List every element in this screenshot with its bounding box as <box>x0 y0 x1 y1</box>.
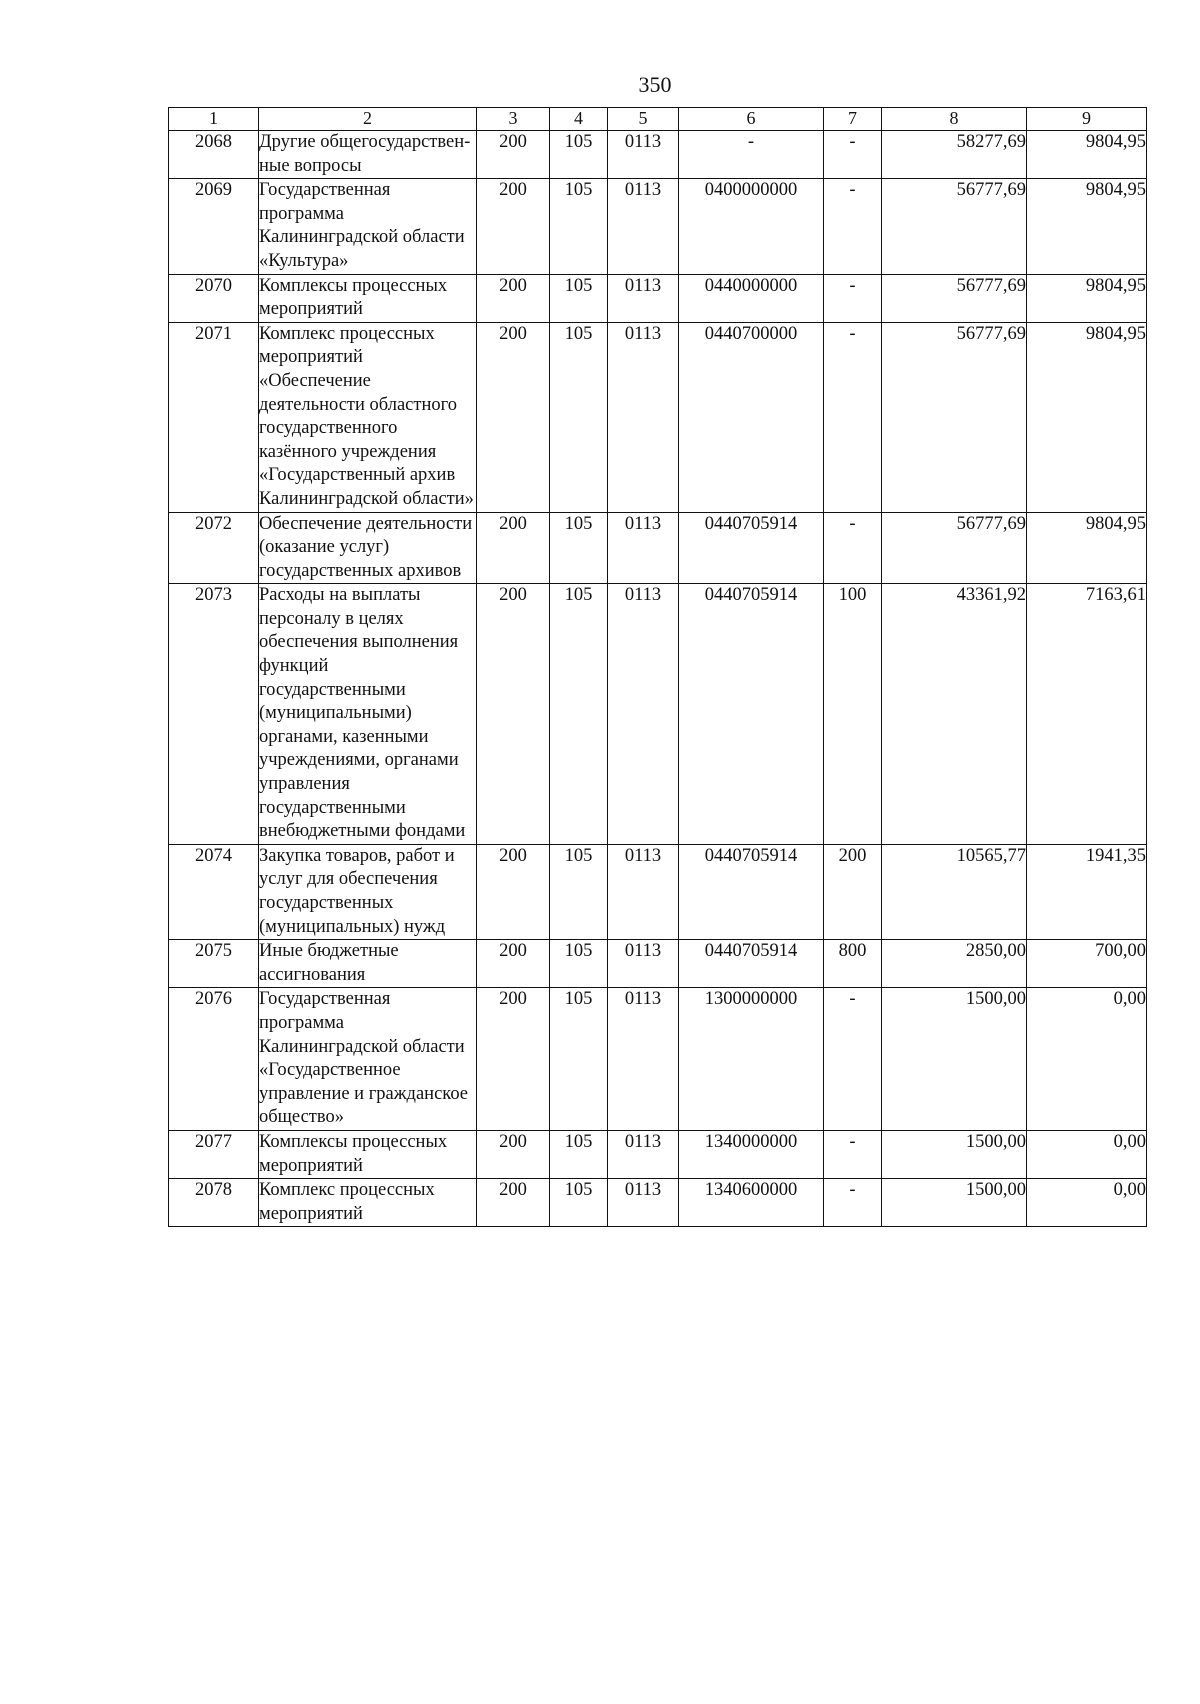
code-3: 200 <box>477 1130 550 1178</box>
code-7: - <box>824 322 882 512</box>
row-number: 2068 <box>169 131 259 179</box>
row-number: 2070 <box>169 274 259 322</box>
row-name: Комплекс процессных мероприятий «Обеспечение деятельности областного государственного казённого учреждения «Государственный архив Калининградской области» <box>259 322 477 512</box>
table-row <box>169 1179 1147 1227</box>
amount-8: 1500,00 <box>882 988 1027 1131</box>
column-header: 1 <box>169 108 259 131</box>
row-number: 2078 <box>169 1179 259 1227</box>
code-5: 0113 <box>608 179 679 274</box>
row-name: Комплексы процессных мероприятий <box>259 1130 477 1178</box>
code-7: 800 <box>824 940 882 988</box>
code-6: 0440000000 <box>679 274 824 322</box>
code-5: 0113 <box>608 584 679 845</box>
amount-9: 9804,95 <box>1027 131 1147 179</box>
code-3: 200 <box>477 131 550 179</box>
column-header: 6 <box>679 108 824 131</box>
amount-8: 1500,00 <box>882 1179 1027 1227</box>
code-7: - <box>824 131 882 179</box>
code-6: 1340000000 <box>679 1130 824 1178</box>
row-number: 2071 <box>169 322 259 512</box>
code-4: 105 <box>550 322 608 512</box>
table-row <box>169 322 1147 512</box>
code-7: - <box>824 1130 882 1178</box>
code-4: 105 <box>550 584 608 845</box>
column-header: 9 <box>1027 108 1147 131</box>
amount-9: 9804,95 <box>1027 322 1147 512</box>
code-3: 200 <box>477 512 550 584</box>
amount-9: 9804,95 <box>1027 179 1147 274</box>
code-5: 0113 <box>608 940 679 988</box>
code-4: 105 <box>550 512 608 584</box>
code-5: 0113 <box>608 322 679 512</box>
row-number: 2075 <box>169 940 259 988</box>
code-7: - <box>824 1179 882 1227</box>
code-7: 200 <box>824 844 882 939</box>
column-header: 2 <box>259 108 477 131</box>
table-body <box>169 131 1147 1227</box>
row-name: Закупка товаров, работ и услуг для обеспечения государственных (муниципальных) нужд <box>259 844 477 939</box>
row-name: Государственная программа Калининградской области «Государственное управление и гражданское общество» <box>259 988 477 1131</box>
amount-8: 56777,69 <box>882 512 1027 584</box>
row-name: Другие общегосударствен-ные вопросы <box>259 131 477 179</box>
table-row <box>169 844 1147 939</box>
table-row <box>169 988 1147 1131</box>
code-5: 0113 <box>608 988 679 1131</box>
amount-9: 1941,35 <box>1027 844 1147 939</box>
amount-8: 56777,69 <box>882 274 1027 322</box>
table-row <box>169 584 1147 845</box>
code-3: 200 <box>477 988 550 1131</box>
amount-8: 43361,92 <box>882 584 1027 845</box>
code-6: 0400000000 <box>679 179 824 274</box>
row-name: Иные бюджетные ассигнования <box>259 940 477 988</box>
row-name: Государственная программа Калининградской области «Культура» <box>259 179 477 274</box>
code-7: - <box>824 512 882 584</box>
amount-8: 10565,77 <box>882 844 1027 939</box>
code-3: 200 <box>477 274 550 322</box>
amount-9: 700,00 <box>1027 940 1147 988</box>
table-row <box>169 274 1147 322</box>
column-header: 3 <box>477 108 550 131</box>
code-3: 200 <box>477 322 550 512</box>
amount-8: 56777,69 <box>882 179 1027 274</box>
amount-8: 1500,00 <box>882 1130 1027 1178</box>
column-header: 4 <box>550 108 608 131</box>
code-4: 105 <box>550 179 608 274</box>
code-6: 0440700000 <box>679 322 824 512</box>
code-3: 200 <box>477 584 550 845</box>
row-number: 2074 <box>169 844 259 939</box>
row-number: 2073 <box>169 584 259 845</box>
code-4: 105 <box>550 988 608 1131</box>
table-row <box>169 940 1147 988</box>
row-number: 2076 <box>169 988 259 1131</box>
code-6: 0440705914 <box>679 512 824 584</box>
code-3: 200 <box>477 179 550 274</box>
code-6: 0440705914 <box>679 584 824 845</box>
column-header: 8 <box>882 108 1027 131</box>
code-6: 0440705914 <box>679 844 824 939</box>
table-row <box>169 1130 1147 1178</box>
amount-8: 56777,69 <box>882 322 1027 512</box>
code-3: 200 <box>477 844 550 939</box>
code-7: - <box>824 988 882 1131</box>
row-name: Расходы на выплаты персоналу в целях обеспечения выполнения функций государственными (муниципальными) органами, казенными учреждениями, органами управления государственными внебюджетными фондами <box>259 584 477 845</box>
row-name: Обеспечение деятельности (оказание услуг) государственных архивов <box>259 512 477 584</box>
code-5: 0113 <box>608 512 679 584</box>
table-row <box>169 179 1147 274</box>
code-4: 105 <box>550 131 608 179</box>
code-6: - <box>679 131 824 179</box>
code-6: 0440705914 <box>679 940 824 988</box>
amount-8: 58277,69 <box>882 131 1027 179</box>
code-5: 0113 <box>608 274 679 322</box>
amount-8: 2850,00 <box>882 940 1027 988</box>
code-5: 0113 <box>608 1179 679 1227</box>
row-name: Комплекс процессных мероприятий <box>259 1179 477 1227</box>
code-7: 100 <box>824 584 882 845</box>
code-4: 105 <box>550 274 608 322</box>
amount-9: 0,00 <box>1027 988 1147 1131</box>
column-header: 7 <box>824 108 882 131</box>
row-number: 2077 <box>169 1130 259 1178</box>
code-4: 105 <box>550 844 608 939</box>
budget-table <box>168 107 1147 1227</box>
amount-9: 7163,61 <box>1027 584 1147 845</box>
code-5: 0113 <box>608 1130 679 1178</box>
code-4: 105 <box>550 1179 608 1227</box>
column-header: 5 <box>608 108 679 131</box>
amount-9: 0,00 <box>1027 1130 1147 1178</box>
code-7: - <box>824 274 882 322</box>
code-3: 200 <box>477 1179 550 1227</box>
header-row <box>169 108 1147 131</box>
code-4: 105 <box>550 940 608 988</box>
row-number: 2072 <box>169 512 259 584</box>
row-name: Комплексы процессных мероприятий <box>259 274 477 322</box>
code-6: 1340600000 <box>679 1179 824 1227</box>
table-row <box>169 512 1147 584</box>
row-number: 2069 <box>169 179 259 274</box>
code-5: 0113 <box>608 844 679 939</box>
code-6: 1300000000 <box>679 988 824 1131</box>
amount-9: 9804,95 <box>1027 512 1147 584</box>
code-3: 200 <box>477 940 550 988</box>
code-4: 105 <box>550 1130 608 1178</box>
page-number: 350 <box>638 72 672 97</box>
code-7: - <box>824 179 882 274</box>
table-row <box>169 131 1147 179</box>
code-5: 0113 <box>608 131 679 179</box>
amount-9: 9804,95 <box>1027 274 1147 322</box>
amount-9: 0,00 <box>1027 1179 1147 1227</box>
